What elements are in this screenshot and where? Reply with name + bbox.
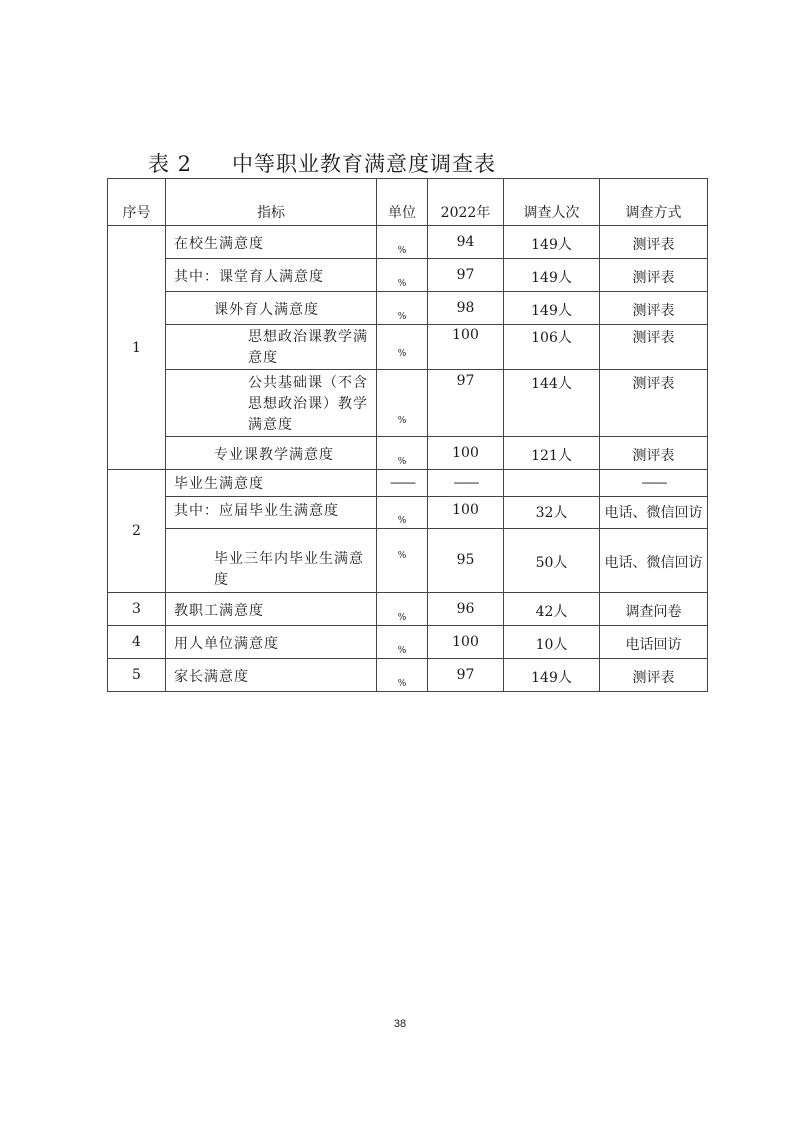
unit-text: % (397, 349, 407, 359)
table-row (108, 470, 708, 497)
count-cell: 50人 (504, 529, 600, 593)
table-row (108, 259, 708, 292)
unit-text: % (397, 516, 407, 526)
value-cell: —— (428, 470, 504, 497)
satisfaction-table (107, 178, 708, 692)
value-cell: 98 (428, 292, 504, 325)
unit-text: % (397, 246, 407, 256)
table-row (108, 292, 708, 325)
header-method: 调查方式 (600, 179, 708, 226)
unit-text: % (397, 613, 407, 623)
indicator-cell: 毕业三年内毕业生满意度 (166, 529, 377, 593)
method-cell: 测评表 (600, 370, 708, 437)
unit-cell (377, 659, 428, 692)
table-row (108, 626, 708, 659)
unit-text: % (397, 551, 407, 561)
seq-cell: 3 (108, 593, 166, 626)
value-cell: 100 (428, 497, 504, 529)
header-seq: 序号 (108, 179, 166, 226)
seq-cell: 4 (108, 626, 166, 659)
count-cell (504, 470, 600, 497)
unit-cell: —— (377, 470, 428, 497)
method-cell: 电话、微信回访 (600, 497, 708, 529)
unit-text: % (397, 457, 407, 467)
method-cell: 测评表 (600, 659, 708, 692)
seq-cell: 2 (108, 470, 166, 593)
count-cell: 149人 (504, 659, 600, 692)
header-unit: 单位 (377, 179, 428, 226)
value-cell: 96 (428, 593, 504, 626)
table-row (108, 370, 708, 437)
indicator-cell: 公共基础课（不含思想政治课）教学满意度 (166, 370, 377, 437)
method-cell: 测评表 (600, 437, 708, 470)
unit-cell (377, 370, 428, 437)
indicator-cell: 毕业生满意度 (166, 470, 377, 497)
value-cell: 100 (428, 626, 504, 659)
table-row (108, 437, 708, 470)
unit-cell (377, 529, 428, 593)
table-title-text: 中等职业教育满意度调查表 (232, 152, 497, 176)
count-cell: 32人 (504, 497, 600, 529)
method-cell: 测评表 (600, 292, 708, 325)
indicator-cell: 课外育人满意度 (166, 292, 377, 325)
value-cell: 97 (428, 370, 504, 437)
method-cell: 测评表 (600, 259, 708, 292)
count-cell: 10人 (504, 626, 600, 659)
indicator-cell: 家长满意度 (166, 659, 377, 692)
indicator-cell: 用人单位满意度 (166, 626, 377, 659)
table-title (148, 148, 496, 178)
value-cell: 97 (428, 659, 504, 692)
indicator-cell: 在校生满意度 (166, 226, 377, 259)
header-count: 调查人次 (504, 179, 600, 226)
unit-cell (377, 437, 428, 470)
count-cell: 106人 (504, 325, 600, 370)
value-cell: 95 (428, 529, 504, 593)
unit-cell (377, 497, 428, 529)
count-cell: 144人 (504, 370, 600, 437)
page-number: 38 (393, 1018, 407, 1030)
value-cell: 97 (428, 259, 504, 292)
indicator-cell: 其中：课堂育人满意度 (166, 259, 377, 292)
indicator-cell: 其中：应届毕业生满意度 (166, 497, 377, 529)
unit-text: % (397, 312, 407, 322)
count-cell: 121人 (504, 437, 600, 470)
seq-cell: 1 (108, 226, 166, 470)
count-cell: 42人 (504, 593, 600, 626)
unit-text: % (397, 646, 407, 656)
unit-cell (377, 226, 428, 259)
unit-cell (377, 325, 428, 370)
table-row (108, 325, 708, 370)
table-row (108, 226, 708, 259)
unit-cell (377, 626, 428, 659)
method-cell: 测评表 (600, 325, 708, 370)
unit-text: % (397, 279, 407, 289)
unit-text: % (397, 416, 407, 426)
indicator-cell: 思想政治课教学满意度 (166, 325, 377, 370)
count-cell: 149人 (504, 292, 600, 325)
count-cell: 149人 (504, 259, 600, 292)
method-cell: 电话回访 (600, 626, 708, 659)
value-cell: 94 (428, 226, 504, 259)
value-cell: 100 (428, 325, 504, 370)
seq-cell: 5 (108, 659, 166, 692)
unit-cell (377, 593, 428, 626)
method-cell: 电话、微信回访 (600, 529, 708, 593)
header-indicator: 指标 (166, 179, 377, 226)
indicator-cell: 教职工满意度 (166, 593, 377, 626)
header-row (108, 179, 708, 226)
method-cell: 调查问卷 (600, 593, 708, 626)
unit-cell (377, 259, 428, 292)
count-cell: 149人 (504, 226, 600, 259)
table-row (108, 593, 708, 626)
table-row (108, 659, 708, 692)
value-cell: 100 (428, 437, 504, 470)
table-number: 表 2 (148, 152, 193, 176)
indicator-cell: 专业课教学满意度 (166, 437, 377, 470)
header-year: 2022年 (428, 179, 504, 226)
method-cell: —— (600, 470, 708, 497)
method-cell: 测评表 (600, 226, 708, 259)
table-row (108, 497, 708, 529)
table-row (108, 529, 708, 593)
unit-cell (377, 292, 428, 325)
unit-text: % (397, 679, 407, 689)
